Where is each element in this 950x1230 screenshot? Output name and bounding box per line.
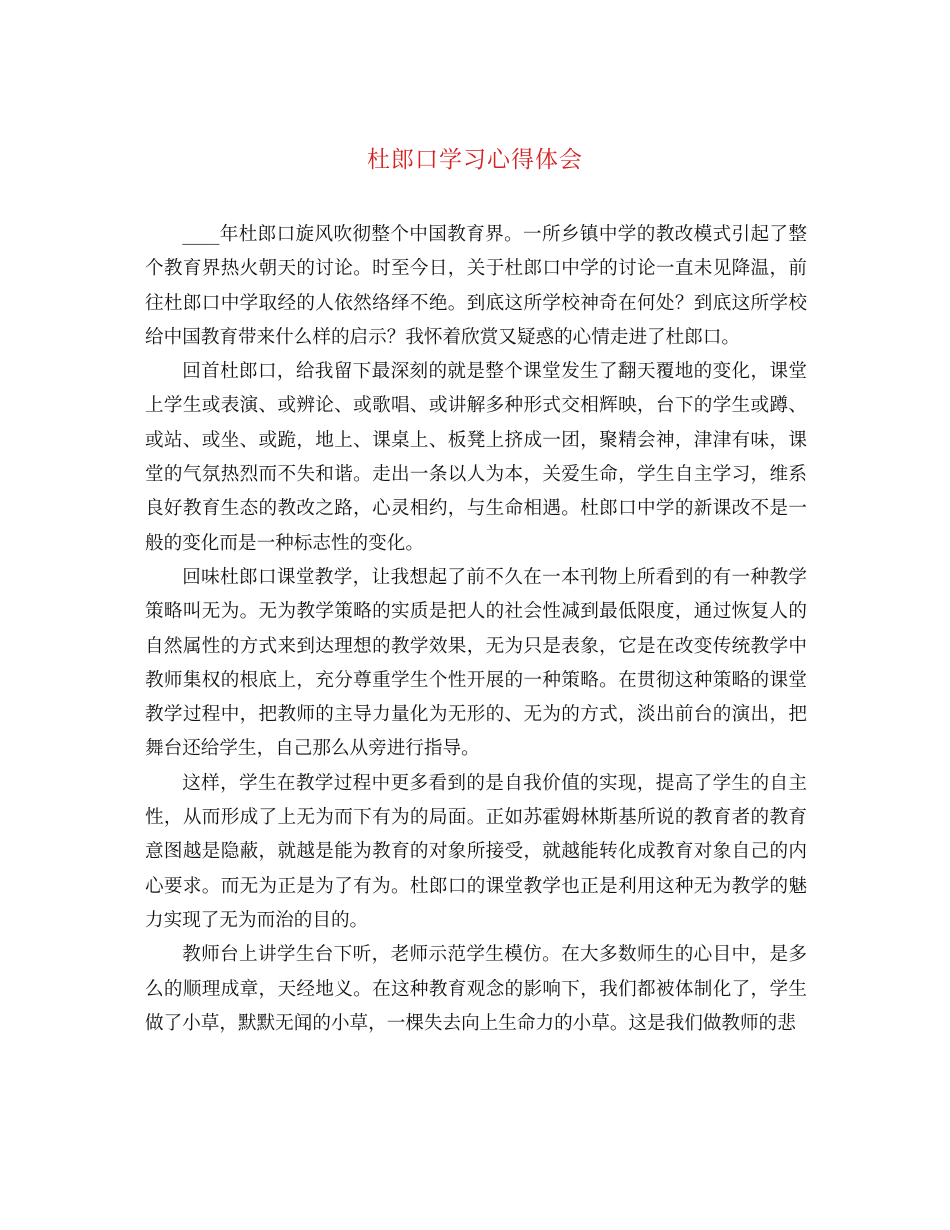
document-title: 杜郎口学习心得体会 bbox=[367, 147, 583, 173]
paragraph: 这样，学生在教学过程中更多看到的是自我价值的实现，提高了学生的自主性，从而形成了上无为而下有为的局面。正如苏霍姆林斯基所说的教育者的教育意图越是隐蔽，就越是能为教育的对象所接受，就越能转化成教育对象自己的内心要求。而无为正是为了有为。杜郎口的课堂教学也正是利用这种无为教学的魅力实现了无为而治的目的。 bbox=[145, 772, 807, 931]
paragraph: 回首杜郎口，给我留下最深刻的就是整个课堂发生了翻天覆地的变化，课堂上学生或表演、或辨论、或歌唱、或讲解多种形式交相辉映，台下的学生或蹲、或站、或坐、或跪，地上、课桌上、板凳上挤成一团，聚精会神，津津有味，课堂的气氛热烈而不失和谐。走出一条以人为本，关爱生命，学生自主学习，维系良好教育生态的教改之路，心灵相约，与生命相遇。杜郎口中学的新课改不是一般的变化而是一种标志性的变化。 bbox=[145, 361, 807, 554]
paragraph: 教师台上讲学生台下听，老师示范学生模仿。在大多数师生的心目中，是多么的顺理成章，天经地义。在这种教育观念的影响下，我们都被体制化了，学生做了小草，默默无闻的小草，一棵失去向上生命力的小草。这是我们做教师的悲 bbox=[145, 944, 807, 1034]
paragraph: ____年杜郎口旋风吹彻整个中国教育界。一所乡镇中学的教改模式引起了整个教育界热火朝天的讨论。时至今日，关于杜郎口中学的讨论一直未见降温，前往杜郎口中学取经的人依然络绎不绝。到底这所学校神奇在何处？到底这所学校给中国教育带来什么样的启示？我怀着欣赏又疑惑的心情走进了杜郎口。 bbox=[145, 224, 807, 348]
paragraph: 回味杜郎口课堂教学，让我想起了前不久在一本刊物上所看到的有一种教学策略叫无为。无为教学策略的实质是把人的社会性减到最低限度，通过恢复人的自然属性的方式来到达理想的教学效果，无为只是表象，它是在改变传统教学中教师集权的根底上，充分尊重学生个性开展的一种策略。在贯彻这种策略的课堂教学过程中，把教师的主导力量化为无形的、无为的方式，淡出前台的演出，把舞台还给学生，自己那么从旁进行指导。 bbox=[145, 566, 807, 760]
document-body bbox=[145, 218, 807, 1041]
